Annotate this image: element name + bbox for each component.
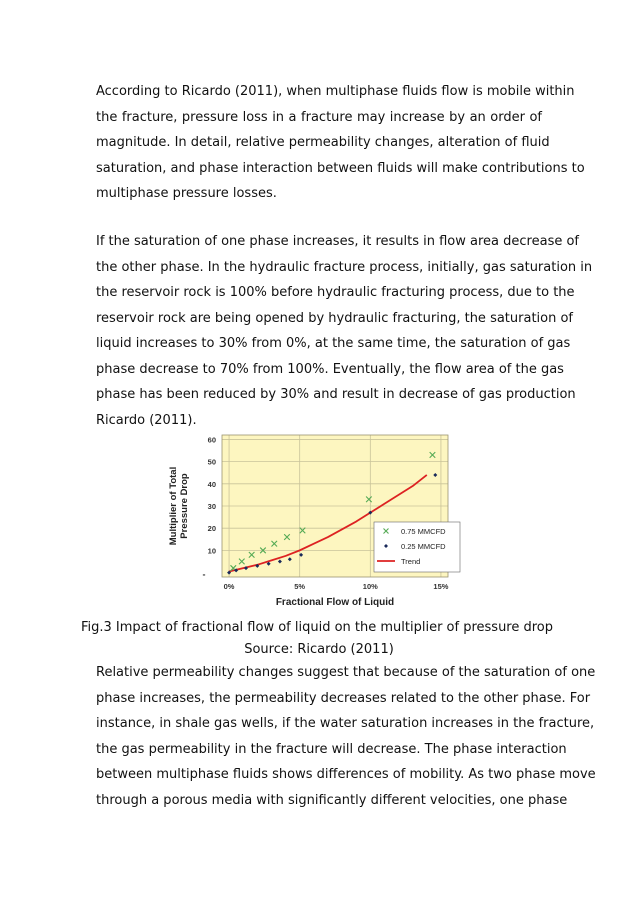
text-line: saturation, and phase interaction between fluids will make contributions to [96,160,585,176]
y-tick-label: 60 [207,435,216,445]
text-line: phase increases, the permeability decreases related to the other phase. For [96,690,591,706]
x-tick-label: 10% [362,582,378,591]
legend-label: 0.75 MMCFD [401,527,446,536]
y-axis-title: Multiplier of TotalPressure Drop [168,466,190,546]
text-line: the fracture, pressure loss in a fracture may increase by an order of [96,109,542,125]
y-tick-label: 50 [207,457,216,467]
text-line: Relative permeability changes suggest that because of the saturation of one [96,665,596,680]
text-line: If the saturation of one phase increases, it results in flow area decrease of [96,234,579,249]
figure-chart [160,430,476,610]
text-line: phase has been reduced by 30% and result in decrease of gas production [96,387,576,402]
legend-label: Trend [401,557,421,566]
y-tick-label: 40 [207,479,216,489]
x-tick-label: 5% [294,582,306,591]
y-tick-label: 10 [207,546,216,556]
x-axis-title: Fractional Flow of Liquid [275,597,395,608]
text-line: instance, in shale gas wells, if the water saturation increases in the fracture, [96,716,595,731]
paragraph-saturation [96,229,593,433]
figure-source: Source: Ricardo (2011) [244,642,394,657]
text-line: According to Ricardo (2011), when multiphase fluids flow is mobile within [96,84,575,99]
text-line: through a porous media with significantly different velocities, one phase [96,792,568,808]
text-line: the reservoir rock is 100% before hydraulic fracturing process, due to the [96,285,575,300]
x-tick-label: 15% [433,582,449,591]
text-line: between multiphase fluids shows differences of mobility. As two phase move [96,767,596,782]
text-line: liquid increases to 30% from 0%, at the same time, the saturation of gas [96,336,571,351]
y-tick-label: 20 [207,524,216,534]
text-line: multiphase pressure losses. [96,186,277,201]
y-zero-label: - [202,569,206,580]
text-line: reservoir rock are being opened by hydraulic fracturing, the saturation of [96,310,574,326]
text-line: phase decrease to 70% from 100%. Eventually, the flow area of the gas [96,361,564,377]
paragraph-permeability [96,660,596,813]
text-line: magnitude. In detail, relative permeability changes, alteration of fluid [96,135,550,150]
x-tick-label: 0% [223,582,235,591]
y-tick-label: 30 [207,502,216,511]
figure-caption: Fig.3 Impact of fractional flow of liquid on the multiplier of pressure drop [80,620,554,635]
text-line: Ricardo (2011). [96,412,197,428]
paragraph-intro [96,79,585,207]
legend-label: 0.25 MMCFD [401,542,446,551]
pressure-drop-chart [160,430,476,610]
text-line: the gas permeability in the fracture will decrease. The phase interaction [96,741,567,757]
text-line: the other phase. In the hydraulic fracture process, initially, gas saturation in [96,259,593,275]
